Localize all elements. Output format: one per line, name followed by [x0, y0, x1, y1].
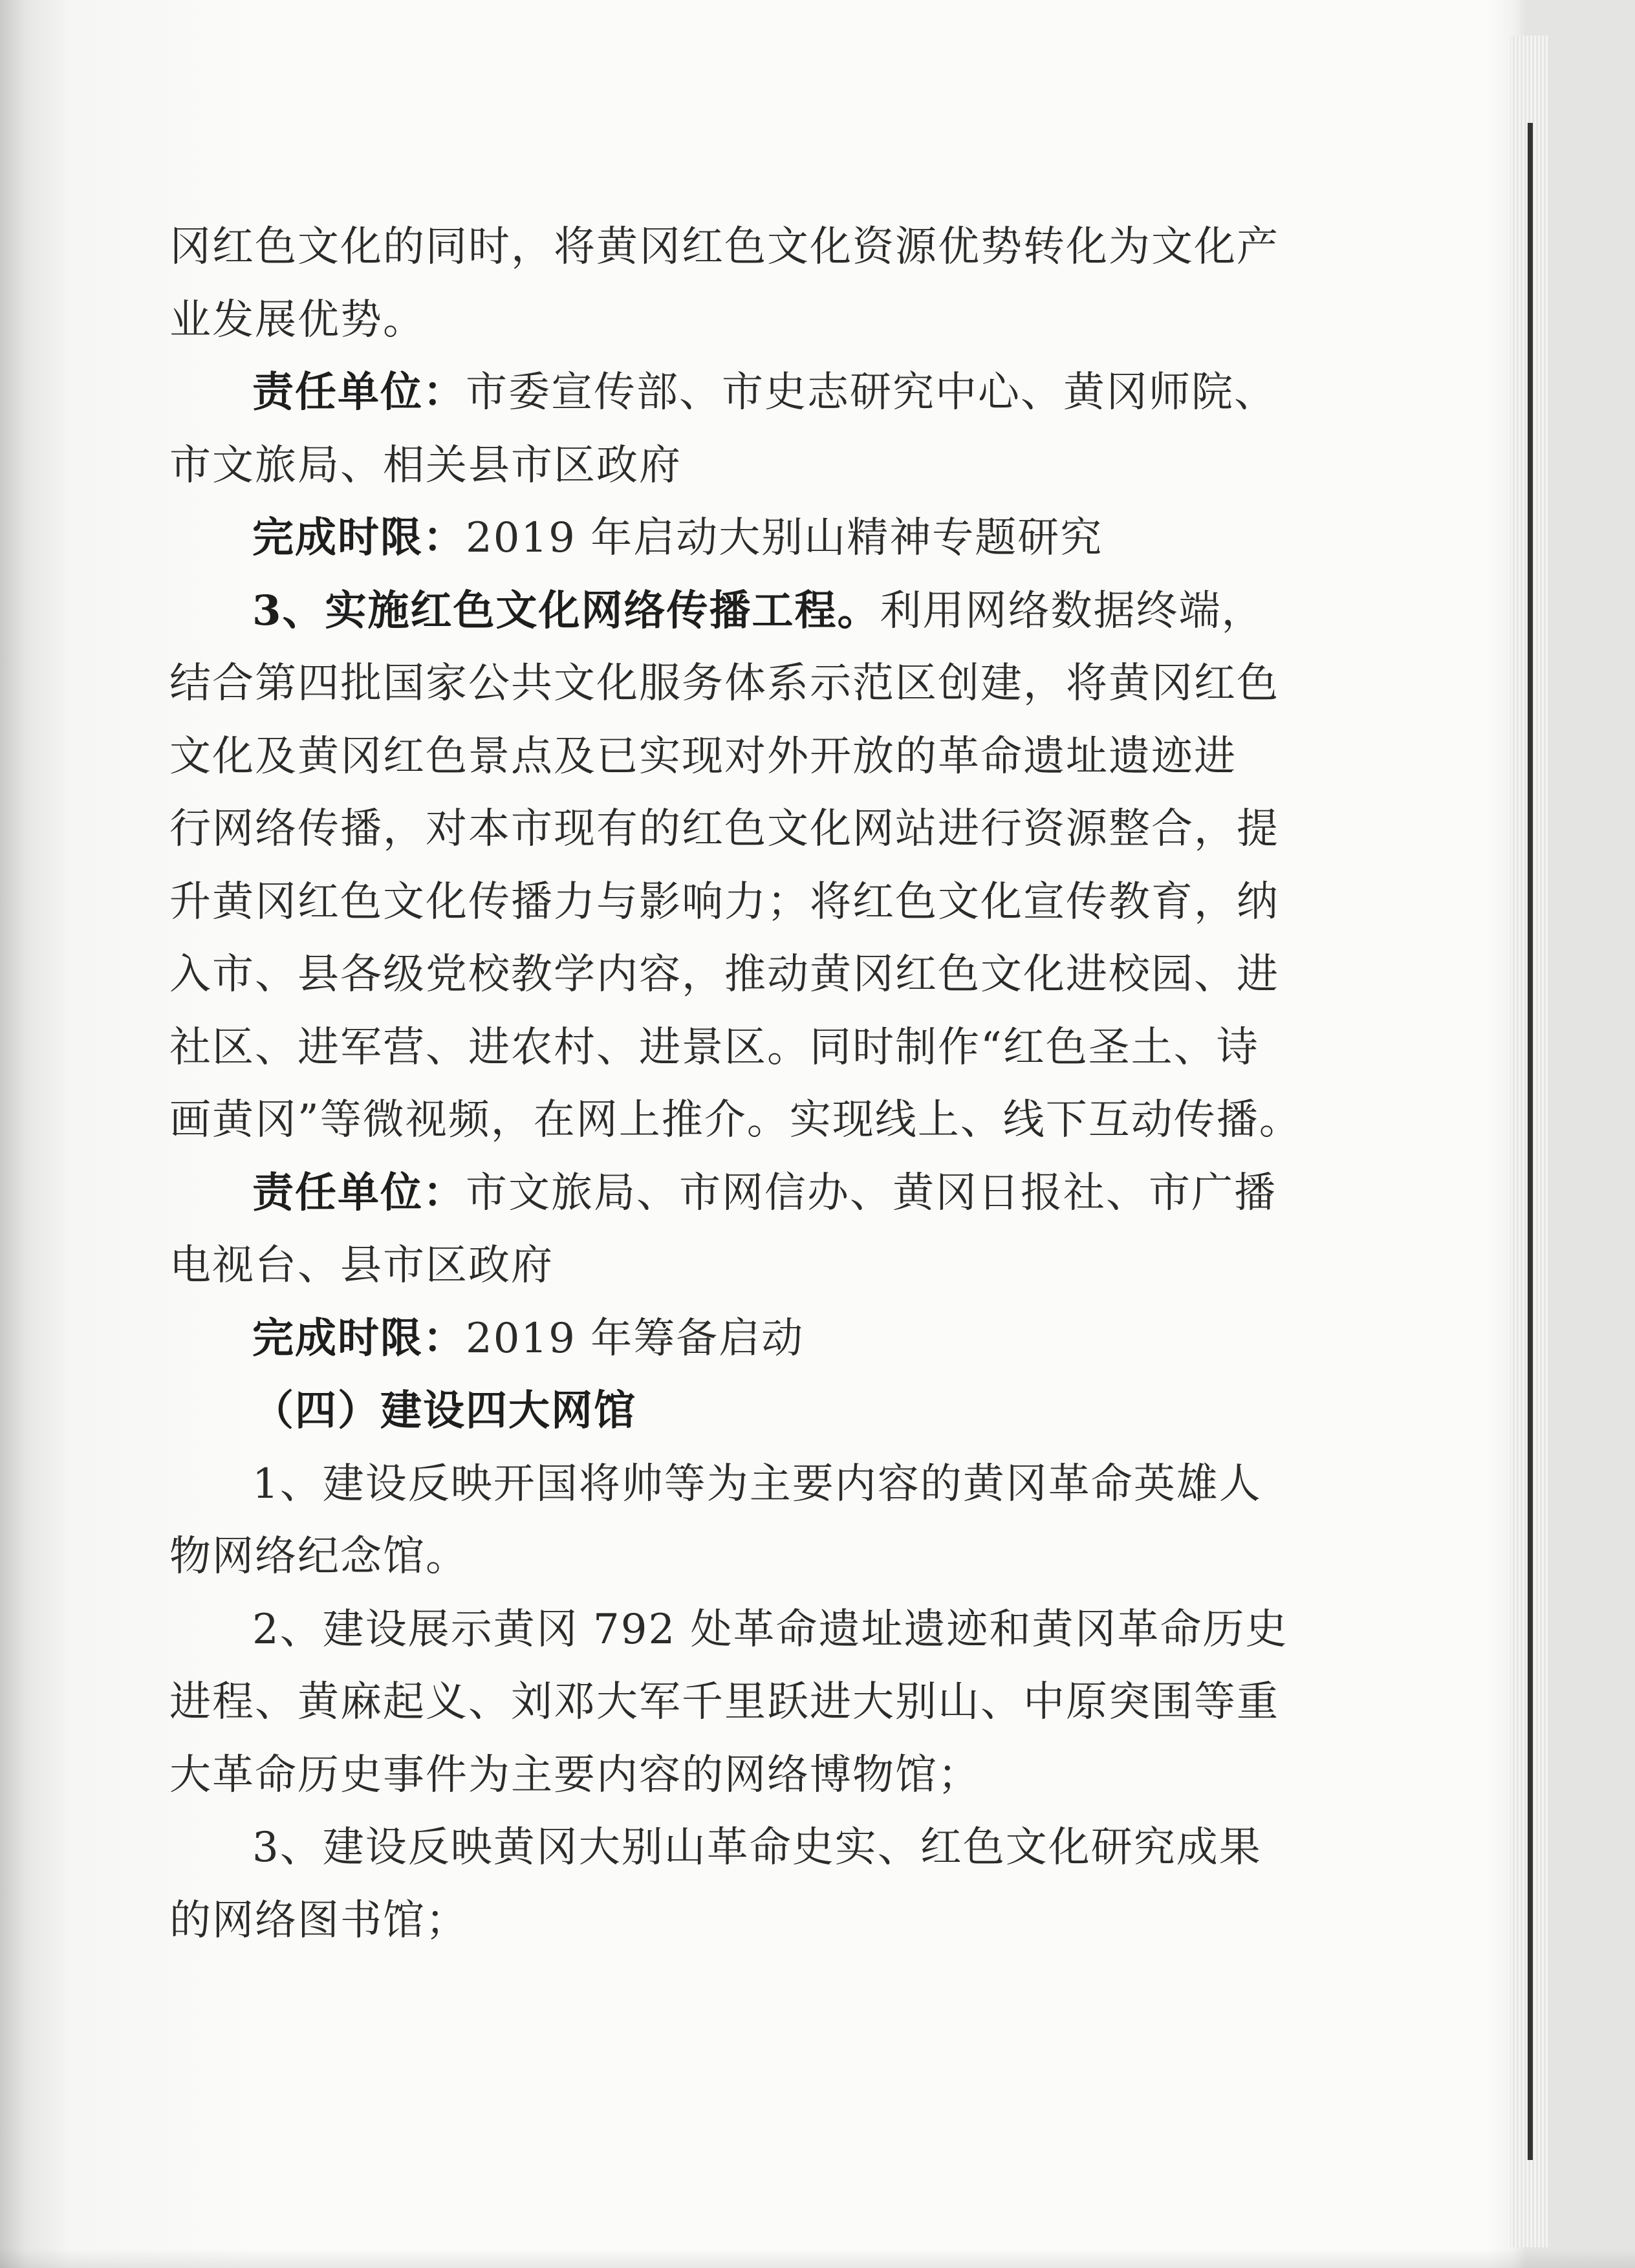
label-text: 2019 年筹备启动 [466, 1314, 805, 1363]
text-line: 冈红色文化的同时，将黄冈红色文化资源优势转化为文化产 [169, 223, 1279, 271]
scan-bottom-shadow [0, 2249, 1635, 2268]
label-bold: 责任单位： [252, 1168, 466, 1217]
label-text: 市委宣传部、市史志研究中心、黄冈师院、 [466, 369, 1277, 416]
heading-bold: 3、实施红色文化网络传播工程。 [252, 586, 880, 635]
label-bold: 责任单位： [252, 368, 466, 416]
heading-bold: （四）建设四大网馆 [252, 1387, 636, 1435]
text-line: 市文旅局、相关县市区政府 [169, 441, 682, 490]
deadline-line [169, 502, 1308, 575]
text-line: 升黄冈红色文化传播力与影响力；将红色文化宣传教育，纳 [169, 878, 1279, 926]
section-heading-line [169, 575, 1308, 648]
subsection-heading [169, 1375, 1308, 1448]
text-line: 1、建设反映开国将帅等为主要内容的黄冈革命英雄人 [252, 1460, 1262, 1508]
text-line: 文化及黄冈红色景点及已实现对外开放的革命遗址遗迹进 [169, 732, 1237, 781]
label-text: 市文旅局、市网信办、黄冈日报社、市广播 [466, 1169, 1277, 1217]
label-bold: 完成时限： [252, 1313, 466, 1363]
label-bold: 完成时限： [252, 513, 466, 562]
text-line: 结合第四批国家公共文化服务体系示范区创建，将黄冈红色 [169, 660, 1279, 707]
text-line: 业发展优势。 [169, 296, 426, 344]
text-line: 画黄冈”等微视频，在网上推介。实现线上、线下互动传播。 [169, 1096, 1302, 1144]
text-line: 入市、县各级党校教学内容，推动黄冈红色文化进校园、进 [169, 951, 1279, 999]
text-line: 电视台、县市区政府 [169, 1242, 554, 1290]
binding-line [1528, 123, 1533, 2160]
text-line: 3、建设反映黄冈大别山革命史实、红色文化研究成果 [252, 1824, 1262, 1872]
label-text: 2019 年启动大别山精神专题研究 [466, 514, 1103, 562]
document-body [169, 211, 1308, 1957]
deadline-line [169, 1302, 1308, 1376]
text-line: 社区、进军营、进农村、进景区。同时制作“红色圣土、诗 [169, 1023, 1259, 1072]
responsible-units-line [169, 356, 1308, 429]
responsible-units-line [169, 1157, 1308, 1230]
text-line: 进程、黄麻起义、刘邓大军千里跃进大别山、中原突围等重 [169, 1678, 1279, 1726]
text-line: 2、建设展示黄冈 792 处革命遗址遗迹和黄冈革命历史 [252, 1605, 1288, 1654]
text-line: 行网络传播，对本市现有的红色文化网站进行资源整合，提 [169, 805, 1279, 853]
text-line: 大革命历史事件为主要内容的网络博物馆； [169, 1751, 980, 1799]
text-line: 物网络纪念馆。 [169, 1533, 468, 1581]
heading-text: 利用网络数据终端， [880, 587, 1264, 635]
text-line: 的网络图书馆； [169, 1896, 468, 1945]
